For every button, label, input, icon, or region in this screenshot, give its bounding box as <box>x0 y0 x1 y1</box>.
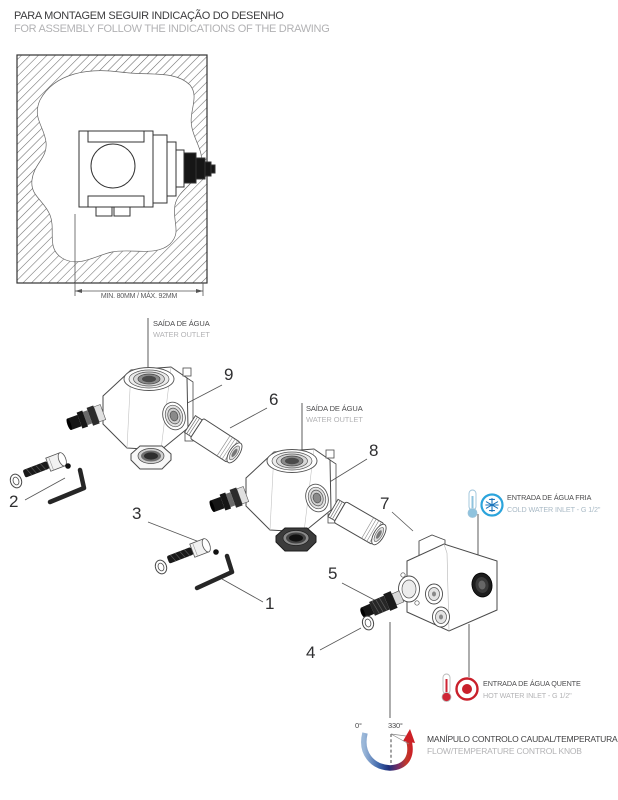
part-number-9: 9 <box>224 365 234 384</box>
cold-water-inlet-en: COLD WATER INLET - G 1/2" <box>507 504 601 514</box>
page-title-pt: PARA MONTAGEM SEGUIR INDICAÇÃO DO DESENHO <box>14 10 284 22</box>
outlet-valve-1 <box>64 367 193 450</box>
water-outlet-2-pt: SAÍDA DE ÁGUA <box>306 404 363 413</box>
part-number-7: 7 <box>380 494 390 513</box>
o-ring-4 <box>361 615 375 631</box>
hot-dot-icon <box>457 679 478 700</box>
screw-2 <box>21 452 68 481</box>
control-knob-en: FLOW/TEMPERATURE CONTROL KNOB <box>427 746 582 756</box>
water-outlet-1-pt: SAÍDA DE ÁGUA <box>153 319 210 328</box>
washer-2 <box>8 473 23 490</box>
hot-water-inlet-en: HOT WATER INLET - G 1/2" <box>483 690 572 700</box>
water-outlet-label-2 <box>306 403 363 425</box>
main-valve-body <box>358 535 497 631</box>
locking-nut-2 <box>276 528 316 551</box>
part-number-3: 3 <box>132 504 142 523</box>
hex-key-2 <box>50 470 84 502</box>
part-number-5: 5 <box>328 564 338 583</box>
wall-section-drawing <box>17 55 215 296</box>
callout-line-7 <box>392 512 413 531</box>
gauge-max-label: 330° <box>388 721 403 730</box>
water-outlet-2-en: WATER OUTLET <box>306 415 363 424</box>
cold-water-inlet-label <box>507 492 600 515</box>
callout-line-4 <box>320 628 361 650</box>
part-number-6: 6 <box>269 390 279 409</box>
hot-water-inlet-pt: ENTRADA DE ÁGUA QUENTE <box>483 679 581 688</box>
gauge-arc <box>364 733 410 768</box>
cold-water-inlet-pt: ENTRADA DE ÁGUA FRIA <box>507 493 592 502</box>
set-screw-2 <box>65 463 71 469</box>
part-number-8: 8 <box>369 441 379 460</box>
set-screw-1 <box>213 549 219 555</box>
callout-line-3 <box>148 522 202 543</box>
callout-line-1 <box>222 579 263 602</box>
page-title-en: FOR ASSEMBLY FOLLOW THE INDICATIONS OF THE DRAWING <box>14 23 330 35</box>
part-number-2: 2 <box>9 492 19 511</box>
snowflake-icon <box>482 495 503 516</box>
thermometer-cold-icon <box>468 490 477 518</box>
washer-3 <box>153 559 168 576</box>
hot-water-inlet-label <box>483 678 581 701</box>
gauge-min-label: 0° <box>355 721 362 730</box>
screw-3 <box>165 538 212 567</box>
rotation-gauge <box>364 729 415 768</box>
cold-inlet-icons <box>468 490 503 518</box>
callout-line-6 <box>230 408 267 428</box>
part-number-4: 4 <box>306 643 316 662</box>
thermometer-hot-icon <box>442 674 451 702</box>
hot-inlet-icons <box>442 674 478 702</box>
control-knob-pt: MANÍPULO CONTROLO CAUDAL/TEMPERATURA <box>427 734 618 744</box>
hex-key-1 <box>197 556 232 588</box>
extension-nipple-6 <box>183 414 245 466</box>
control-knob-label <box>427 733 618 757</box>
water-outlet-1-en: WATER OUTLET <box>153 330 210 339</box>
locking-nut-1 <box>131 446 171 469</box>
water-outlet-label-1 <box>153 318 210 340</box>
recess-dimension-label: MIN. 80MM / MÁX. 92MM <box>100 293 178 300</box>
part-number-1: 1 <box>265 594 275 613</box>
